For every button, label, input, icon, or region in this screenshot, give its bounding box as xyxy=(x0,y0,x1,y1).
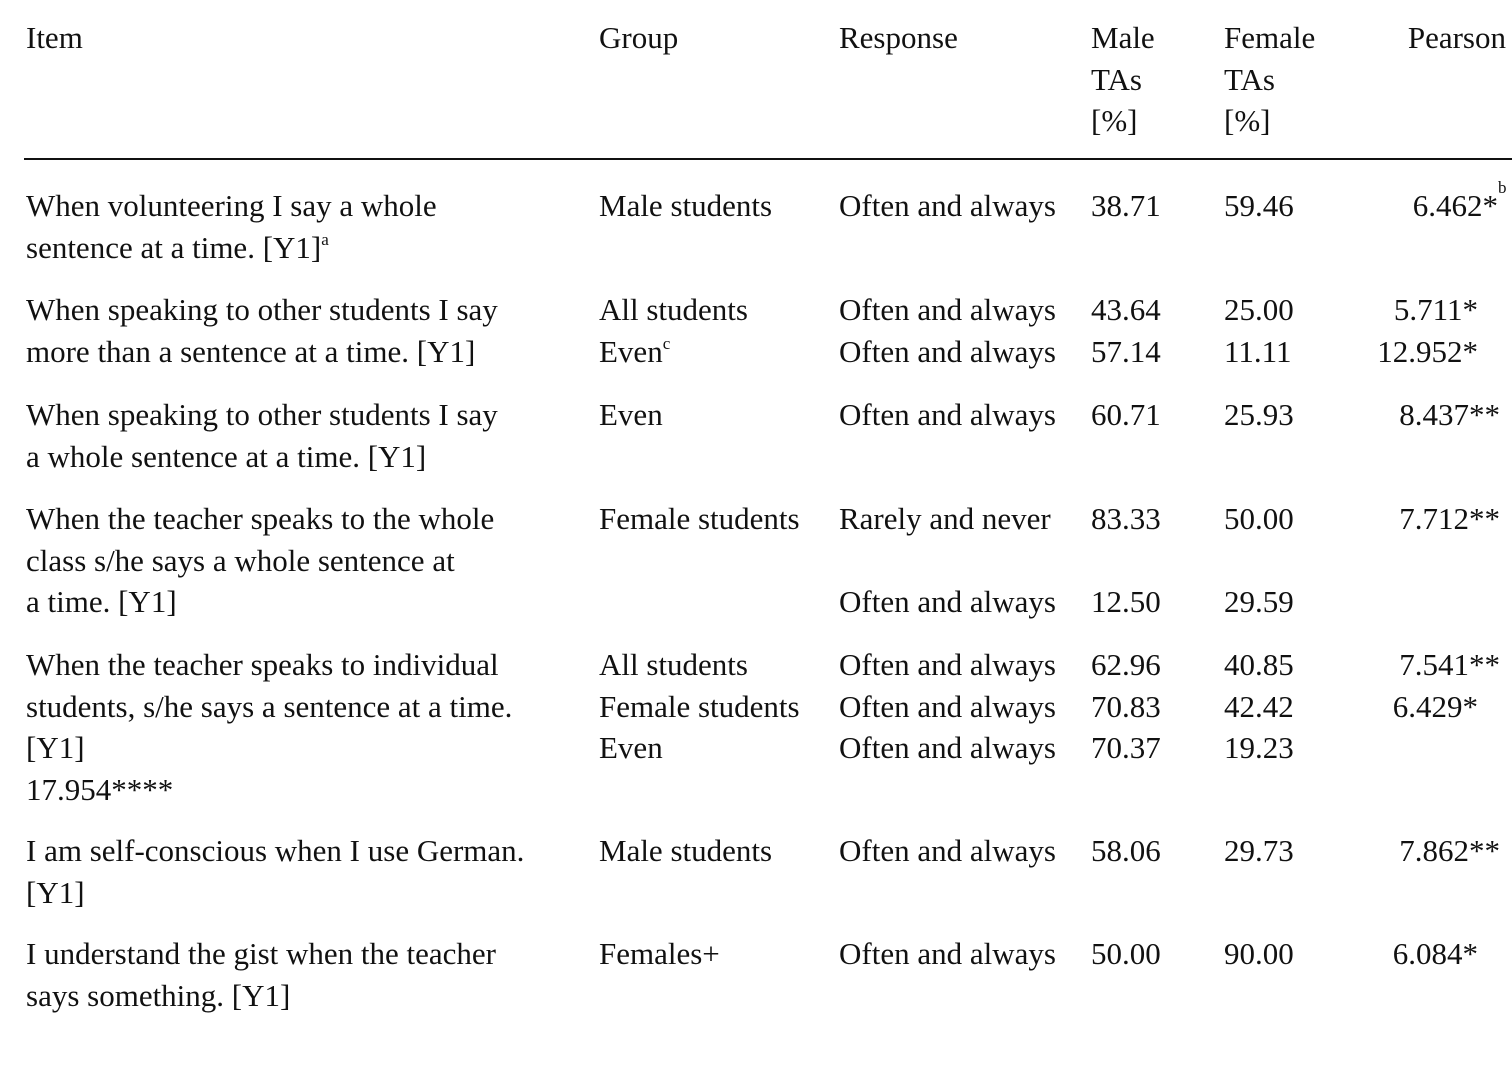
row-group: Females+ xyxy=(599,936,720,971)
row-male-value: 38.71 xyxy=(1091,188,1161,223)
footnote-marker: a xyxy=(321,229,329,249)
row-pearson-value: 8.437** xyxy=(1399,397,1500,432)
item-text-with-note: sentence at a time. $[Y1]^a$ xyxy=(26,229,329,265)
footnote-marker: c xyxy=(662,333,671,353)
row-item: When the teacher speaks to individual students, s/he says a sentence at a time. [Y1] 17.954**** xyxy=(26,647,513,807)
row-female-value: 90.00 xyxy=(1224,936,1294,971)
row-response: Often and always xyxy=(839,188,1056,223)
row-female-value: 29.73 xyxy=(1224,833,1294,868)
row-female-value: 50.00 29.59 xyxy=(1224,501,1294,619)
row-item: When volunteering I say a whole sentence at a time. $[Y1]^a$ xyxy=(26,185,586,268)
header-response: Response xyxy=(839,20,958,55)
row-response: Often and always xyxy=(839,936,1056,971)
row-female-value: 25.93 xyxy=(1224,397,1294,432)
row-group: Even xyxy=(599,397,663,432)
row-pearson-value: 6.462* b xyxy=(1412,178,1507,223)
header-female-tas: Female TAs [%] xyxy=(1224,20,1316,138)
row-response: Often and always xyxy=(839,397,1056,432)
row-male-value: 50.00 xyxy=(1091,936,1161,971)
row-group: Female students xyxy=(599,501,800,536)
row-group: All students Even$^c$ xyxy=(599,292,748,369)
row-male-value: 60.71 xyxy=(1091,397,1161,432)
row-male-value: 58.06 xyxy=(1091,833,1161,868)
header-pearson: Pearson xyxy=(1407,20,1506,55)
table-header xyxy=(0,17,1512,147)
row-response: Often and always Often and always xyxy=(839,292,1056,369)
header-group: Group xyxy=(599,20,679,55)
row-female-value: 59.46 xyxy=(1224,188,1294,223)
row-item: When speaking to other students I say a whole sentence at a time. [Y1] xyxy=(26,397,498,474)
row-pearson-value: 5.711* 12.952* xyxy=(1377,292,1478,369)
row-pearson-value: 7.712** xyxy=(1399,501,1500,536)
row-response: Often and always Often and always Often and always xyxy=(839,647,1056,765)
row-item: I understand the gist when the teacher says something. [Y1] xyxy=(26,936,496,1013)
row-item: When speaking to other students I say more than a sentence at a time. [Y1] xyxy=(26,292,498,369)
row-item: When the teacher speaks to the whole class s/he says a whole sentence at a time. [Y1] xyxy=(26,501,495,619)
row-female-value: 25.00 11.11 xyxy=(1224,292,1294,369)
row-pearson-value: 7.862** xyxy=(1399,833,1500,868)
row-female-value: 40.85 42.42 19.23 xyxy=(1224,647,1294,765)
row-pearson-value: 7.541** 6.429* xyxy=(1392,647,1500,724)
row-pearson-value: 6.084* xyxy=(1392,936,1478,971)
row-item: I am self-conscious when I use German. [Y1] xyxy=(26,833,525,910)
row-group: Male students xyxy=(599,188,773,223)
header-item: Item xyxy=(26,20,83,55)
row-response: Often and always xyxy=(839,833,1056,868)
header-male-tas: Male TAs [%] xyxy=(1091,20,1155,138)
row-male-value: 62.96 70.83 70.37 xyxy=(1091,647,1161,765)
row-group: Male students xyxy=(599,833,773,868)
row-group: All students Female students Even xyxy=(599,647,800,765)
row-male-value: 83.33 12.50 xyxy=(1091,501,1161,619)
row-response: Rarely and never Often and always xyxy=(839,501,1056,619)
row-male-value: 43.64 57.14 xyxy=(1091,292,1161,369)
header-divider xyxy=(24,158,1512,160)
